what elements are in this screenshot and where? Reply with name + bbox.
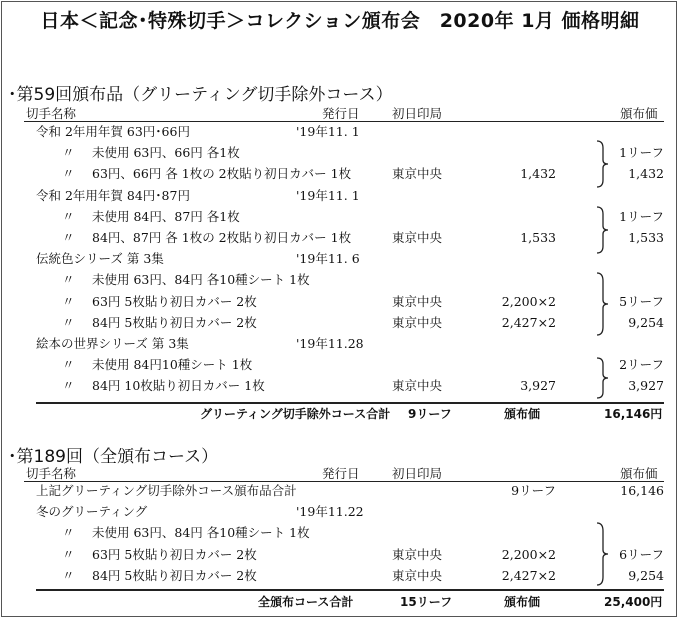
section1-row-name: 令和 2年用年賀 63円･66円 bbox=[36, 124, 190, 139]
s2-header-office: 初日印局 bbox=[392, 466, 443, 481]
section2-row-leaf: 9,254 bbox=[628, 567, 664, 583]
section1-row-mark: 〃 bbox=[62, 378, 75, 394]
section1-row-qty: 1,432 bbox=[520, 166, 556, 182]
section1-row-mark: 〃 bbox=[62, 314, 75, 330]
section1-heading: ･第59回頒布品（グリーティング切手除外コース） bbox=[8, 85, 393, 105]
section2-row-qty: 2,427×2 bbox=[501, 567, 556, 583]
brace-icon bbox=[596, 357, 610, 399]
section1-row-qty: 3,927 bbox=[520, 378, 556, 394]
s1-total-leaves: 9リーフ bbox=[408, 407, 452, 421]
s2-total-leaves: 15リーフ bbox=[400, 595, 453, 609]
section1-row-mark: 〃 bbox=[62, 166, 75, 182]
s1-header-rule bbox=[24, 121, 664, 122]
section1-row-name: 伝統色シリーズ 第 3集 bbox=[36, 251, 164, 267]
section1-row-qty: 2,200×2 bbox=[501, 293, 556, 309]
section1-row-mark: 〃 bbox=[62, 293, 75, 309]
section1-row-qty: 1,533 bbox=[520, 230, 556, 245]
section1-row-mark: 〃 bbox=[62, 208, 75, 224]
section1-row-name: 63円 5枚貼り初日カバー 2枚 bbox=[92, 293, 257, 309]
s1-header-name: 切手名称 bbox=[26, 106, 77, 121]
s1-header-office: 初日印局 bbox=[392, 106, 443, 121]
s2-total-rule bbox=[36, 589, 664, 591]
section1-row-leaf: 9,254 bbox=[628, 314, 664, 330]
section1-row-name: 絵本の世界シリーズ 第 3集 bbox=[36, 336, 189, 351]
section1-row-leaf: 1,533 bbox=[628, 230, 664, 245]
section1-row-leaf: 3,927 bbox=[628, 378, 664, 394]
section2-row-mark: 〃 bbox=[62, 546, 75, 562]
section2-row-mark: 〃 bbox=[62, 567, 75, 583]
s2-header-date: 発行日 bbox=[322, 466, 360, 481]
brace-icon bbox=[596, 272, 610, 336]
section1-row-mark: 〃 bbox=[62, 272, 75, 288]
section1-row-qty: 2,427×2 bbox=[501, 314, 556, 330]
s2-header-name: 切手名称 bbox=[26, 466, 77, 481]
section1-row-name: 未使用 63円、66円 各1枚 bbox=[92, 145, 240, 161]
s2-header-rule bbox=[24, 481, 664, 482]
s1-header-date: 発行日 bbox=[322, 106, 360, 121]
section2-row-qty: 9リーフ bbox=[511, 483, 556, 498]
section1-row-name: 令和 2年用年賀 84円･87円 bbox=[36, 187, 190, 203]
section1-row-date: '19年11. 6 bbox=[296, 251, 360, 267]
s2-total-label: 全頒布コース合計 bbox=[258, 595, 354, 609]
section1-row-office: 東京中央 bbox=[392, 314, 443, 330]
brace-icon bbox=[596, 206, 610, 254]
section1-row-name: 未使用 63円、84円 各10種シート 1枚 bbox=[92, 272, 310, 288]
brace-icon bbox=[596, 522, 610, 586]
section1-row-date: '19年11. 1 bbox=[296, 124, 360, 139]
section1-row-date: '19年11.28 bbox=[296, 336, 364, 351]
s2-header-price: 頒布価 bbox=[620, 466, 658, 481]
section2-row-leaf: 6リーフ bbox=[619, 546, 664, 562]
section1-row-office: 東京中央 bbox=[392, 293, 443, 309]
section1-row-name: 63円、66円 各 1枚の 2枚貼り初日カバー 1枚 bbox=[92, 166, 352, 182]
section1-row-office: 東京中央 bbox=[392, 378, 443, 394]
section2-row-office: 東京中央 bbox=[392, 546, 443, 562]
section2-row-date: '19年11.22 bbox=[296, 504, 364, 520]
section2-row-name: 冬のグリーティング bbox=[36, 504, 148, 520]
s1-total-rule bbox=[36, 402, 664, 404]
section1-row-name: 84円 5枚貼り初日カバー 2枚 bbox=[92, 314, 257, 330]
s1-total-amount: 16,146円 bbox=[604, 407, 663, 421]
s1-total-label: グリーティング切手除外コース合計 bbox=[200, 407, 391, 421]
section1-row-mark: 〃 bbox=[62, 145, 75, 161]
section2-row-name: 未使用 63円、84円 各10種シート 1枚 bbox=[92, 525, 310, 541]
section1-row-office: 東京中央 bbox=[392, 166, 443, 182]
page-title: 日本＜記念･特殊切手＞コレクション頒布会 2020年 1月 価格明細 bbox=[40, 10, 640, 32]
section1-row-mark: 〃 bbox=[62, 230, 75, 245]
section2-row-leaf: 16,146 bbox=[620, 483, 664, 498]
section1-row-name: 84円、87円 各 1枚の 2枚貼り初日カバー 1枚 bbox=[92, 230, 352, 245]
section1-row-office: 東京中央 bbox=[392, 230, 443, 245]
section1-row-leaf: 5リーフ bbox=[619, 293, 664, 309]
section2-heading: ･第189回（全頒布コース） bbox=[8, 447, 219, 467]
section1-row-name: 84円 10枚貼り初日カバー 1枚 bbox=[92, 378, 265, 394]
section2-row-mark: 〃 bbox=[62, 525, 75, 541]
section1-row-name: 未使用 84円10種シート 1枚 bbox=[92, 357, 253, 373]
section2-row-qty: 2,200×2 bbox=[501, 546, 556, 562]
s2-total-amount: 25,400円 bbox=[604, 595, 663, 609]
section2-row-office: 東京中央 bbox=[392, 567, 443, 583]
s1-total-price-label: 頒布価 bbox=[504, 407, 541, 421]
section2-row-name: 上記グリーティング切手除外コース頒布品合計 bbox=[36, 483, 297, 498]
brace-icon bbox=[596, 140, 610, 188]
s1-header-price: 頒布価 bbox=[620, 106, 658, 121]
s2-total-price-label: 頒布価 bbox=[504, 595, 541, 609]
section2-row-name: 63円 5枚貼り初日カバー 2枚 bbox=[92, 546, 257, 562]
section1-row-date: '19年11. 1 bbox=[296, 187, 360, 203]
section1-row-leaf: 1リーフ bbox=[619, 145, 664, 161]
section1-row-mark: 〃 bbox=[62, 357, 75, 373]
section2-row-name: 84円 5枚貼り初日カバー 2枚 bbox=[92, 567, 257, 583]
section1-row-leaf: 1リーフ bbox=[619, 208, 664, 224]
section1-row-leaf: 1,432 bbox=[628, 166, 664, 182]
section1-row-leaf: 2リーフ bbox=[619, 357, 664, 373]
section1-row-name: 未使用 84円、87円 各1枚 bbox=[92, 208, 240, 224]
